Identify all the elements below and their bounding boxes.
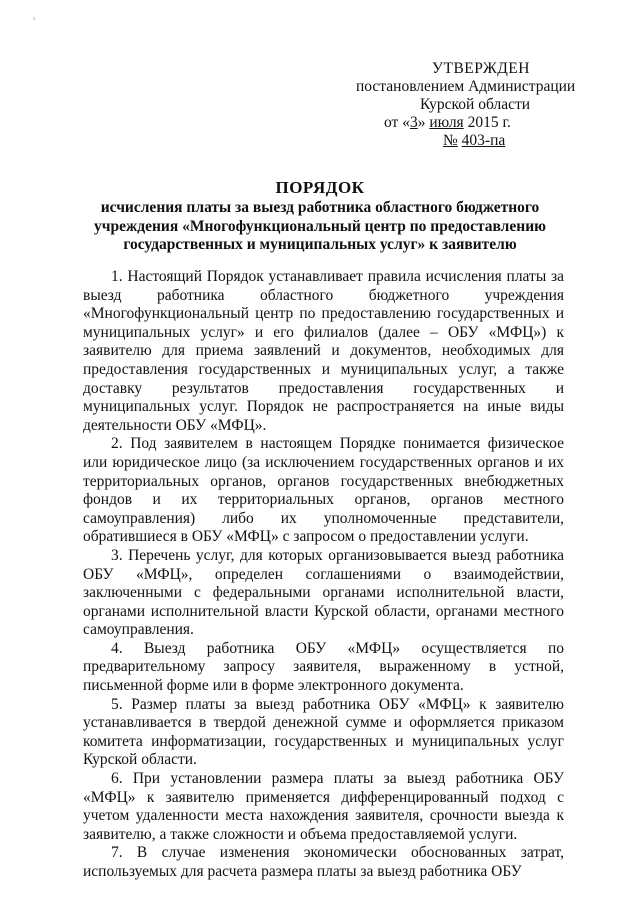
approval-date-mid: » <box>417 114 426 131</box>
approval-number-prefix: № <box>443 132 458 149</box>
approval-number <box>340 132 580 150</box>
approval-date-day: 3 <box>409 114 418 131</box>
approval-date-prefix: от « <box>384 114 410 131</box>
approval-date <box>340 114 580 132</box>
approval-title: УТВЕРЖДЕН <box>432 60 530 77</box>
paragraph-6: 6. При установлении размера платы за выезд работника ОБУ «МФЦ» к заявителю применяется дифференцированный подход с учетом удаленности места нахождения заявителя, срочности выезда к заявителю, а также сложности и объема предоставляемой услуги. <box>83 770 564 843</box>
paragraph-4: 4. Выезд работника ОБУ «МФЦ» осуществляется по предварительному запросу заявителя, выраженному в устной, письменной форме или в форме электронного документа. <box>83 639 564 695</box>
paragraph-5: 5. Размер платы за выезд работника ОБУ «МФЦ» к заявителю устанавливается в твердой денежной сумме и оформляется приказом комитета информатизации, государственных и муниципальных услуг Курской области. <box>83 695 564 769</box>
approval-date-year: 2015 г. <box>467 114 511 131</box>
document-title: ПОРЯДОК <box>275 178 365 197</box>
paragraph-3: 3. Перечень услуг, для которых организовывается выезд работника ОБУ «МФЦ», определен соглашениями о взаимодействии, заключенными с федеральными органами исполнительной власти, органами исполнительной власти Курской области, органами местного самоуправления. <box>83 546 564 639</box>
approval-line-2: Курской области <box>420 96 531 113</box>
document-body <box>83 268 564 882</box>
approval-line-1: постановлением Администрации <box>356 78 576 95</box>
approval-number-value: 403-па <box>461 132 506 149</box>
paragraph-2: 2. Под заявителем в настоящем Порядке понимается физическое или юридическое лицо (за исключением государственных органов и их территориальных органов, органов государственных внебюджетных фондов и их территориальных органов, органов местного самоуправления) либо их уполномоченные представители, обратившиеся в ОБУ «МФЦ» с запросом о предоставлении услуги. <box>83 435 564 546</box>
document-subtitle: исчисления платы за выезд работника областного бюджетного учреждения «Многофункциональный центр по предоставлению государственных и муниципальных услуг» к заявителю <box>94 199 546 253</box>
paragraph-7: 7. В случае изменения экономически обоснованных затрат, используемых для расчета размера платы за выезд работника ОБУ <box>83 844 564 880</box>
corner-mark: ' <box>33 14 36 28</box>
approval-date-month: июля <box>429 114 464 131</box>
approval-block <box>340 60 580 150</box>
paragraph-1: 1. Настоящий Порядок устанавливает правила исчисления платы за выезд работника областного бюджетного учреждения «Многофункциональный центр по предоставлению государственных и муниципальных услуг» и его филиалов (далее – ОБУ «МФЦ») к заявителю для приема заявлений и документов, необходимых для предоставления государственных и муниципальных услуг, а также доставку результатов предоставления государственных и муниципальных услуг. Порядок не распространяется на иные виды деятельности ОБУ «МФЦ». <box>83 268 564 434</box>
